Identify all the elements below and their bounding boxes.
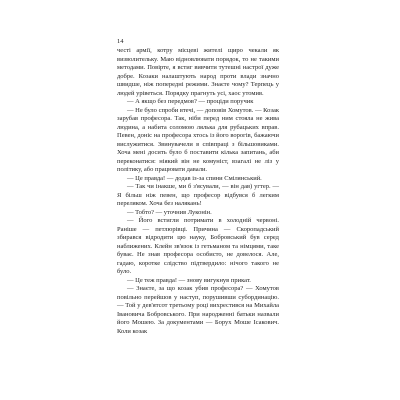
paragraph: честі армії, котру місцеві жителі щиро чекали як визволительку. Маю відновлювати порядок, то не такими методами. Повірте, я встиг вивчити тутешні настрої дуже добре. Козаки налаштують народ проти влади значно швидше, ніж попередні режими. Знаєте чому? Терпець у людей уріветься. Порядку прагнуть усі, хаос утомив. [117,47,279,97]
paragraph: — Так чи інакше, ми б з'ясували, — він дав) угтер. — Я більш ніж певен, що професор відбувся б легким переляком. Хоча без налякань! [117,183,279,207]
paragraph: — Знаєте, за що козак убив професора? — Хомутов повільно перейшов у наступ, порушивши субординацію. — Той у дев'ятсот третьому році вихрестився на Михайла Івановича Бобровського. При народженні батьки назвали його Мошею. За документами — Борух Моше Ісакович. Коли козак [117,285,279,335]
paragraph: — Тобто? — уточнив Луконін. [127,208,212,216]
paragraph: — Його встигли потримати в холодній червоні. Раніше — петлюрівці. Причина — Скоропадський збирався відродити цю науку, Бобровський був серед наближених. Клейн зв'язок із гетьманом та німцями, таке буває. Не знав професора особисто, не довелося. Але, гадаю, коротке слідство підтвердило: нічого такого не було. [117,217,279,275]
paragraph: — А якщо без передмов? — проціди поручик [127,98,254,105]
paragraph: — Це теж правда! — знову вигукнув прикат. [127,276,251,284]
page-number: 14 [117,38,124,45]
body-text [117,47,279,336]
paragraph: — Не було спроби втечі, — доповів Хомутов. — Козак зарубав професора. Так, ніби перед ним стояла не жива людина, а набита соломою лялька для рубацьких вправ. Певен, доніс на професора хтось із його ворогів, бажаючи вислужитися. Звинувачели в співпраці з більшовиками. Хоча мені досить було б поставити кілька запитань, аби переконатися: ніякий він не комуніст, взагалі не ліз у політику, або працювати давали. [117,106,279,173]
paragraph: — Це правда! — додав із-за спини Смілянський. [127,174,262,182]
